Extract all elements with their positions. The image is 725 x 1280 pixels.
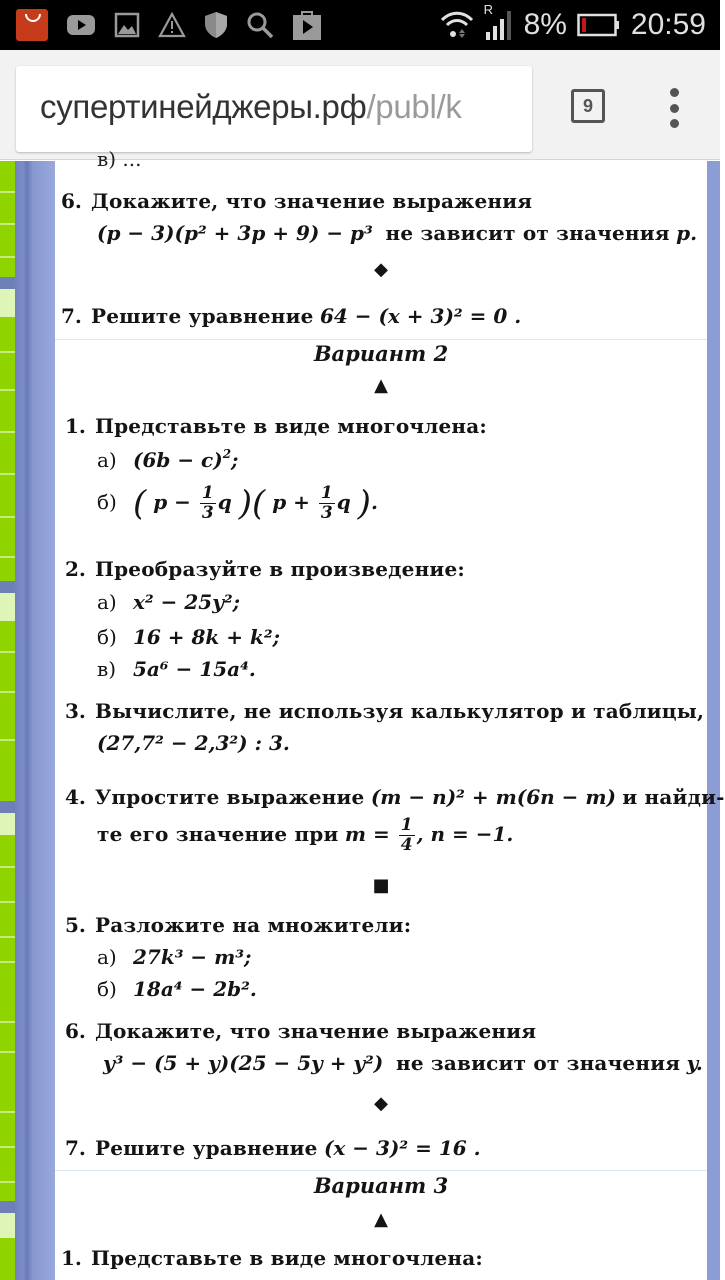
question-6: 6. Докажите, что значение выражения: [61, 189, 533, 213]
triangle-marker: ▲: [374, 375, 388, 396]
square-marker: ■: [372, 875, 390, 896]
variant-3-title: Вариант 3: [313, 1173, 449, 1198]
browser-toolbar: [0, 50, 720, 160]
warning-icon: [158, 12, 186, 38]
document-content: [55, 147, 725, 1280]
question-7: 7. Решите уравнение 64 − (x + 3)² = 0 .: [61, 304, 522, 328]
shield-icon: [204, 11, 228, 39]
menu-dot-icon: [670, 104, 679, 113]
url-path: /publ/k: [366, 88, 462, 125]
question-2: 2. Преобразуйте в произведение:: [65, 557, 465, 581]
variant-2-title: Вариант 2: [313, 341, 449, 366]
cut-off-line: в) ...: [97, 147, 142, 171]
tab-count: 9: [582, 95, 593, 116]
status-bar: [0, 0, 720, 50]
roaming-label: R: [483, 2, 493, 17]
url-bar[interactable]: [16, 66, 532, 152]
triangle-marker: ▲: [374, 1209, 388, 1230]
question-4: 4. Упростите выражение (m − n)² + m(6n − m) и найди-: [65, 785, 725, 809]
cell-signal-icon: [483, 2, 514, 42]
clock: 20:59: [630, 8, 706, 41]
wifi-icon: [440, 10, 474, 40]
question-3: 3. Вычислите, не используя калькулятор и таблицы,: [65, 699, 705, 723]
question-5-b: б) 18a⁴ − 2b².: [97, 977, 257, 1001]
overflow-menu-button[interactable]: [664, 88, 684, 128]
battery-percent: 8%: [523, 8, 567, 41]
question-6-v2: 6. Докажите, что значение выражения: [65, 1019, 537, 1043]
question-5-a: а) 27k³ − m³;: [97, 945, 252, 969]
right-border-decoration: [707, 161, 720, 1280]
question-5: 5. Разложите на множители:: [65, 913, 412, 937]
url-host: супертинейджеры.рф: [40, 88, 367, 125]
system-indicators: [440, 2, 706, 42]
divider: [55, 1170, 707, 1171]
url-text[interactable]: [40, 88, 462, 126]
question-3-expression: (27,7² − 2,3²) : 3.: [97, 731, 290, 755]
left-border-decoration: [15, 161, 55, 1280]
question-1: 1. Представьте в виде многочлена:: [65, 414, 488, 438]
play-store-icon: [292, 9, 322, 41]
question-7-v2: 7. Решите уравнение (x − 3)² = 16 .: [65, 1136, 481, 1160]
gallery-icon: [114, 12, 140, 38]
question-1-a: а) $(6b - c)^2$;: [97, 447, 239, 472]
search-icon: [246, 11, 274, 39]
question-4-line-2: те его значение при m = $\frac{1}{4}$ , n = −1.: [97, 815, 514, 855]
web-page[interactable]: [0, 147, 725, 1280]
question-2-b: б) 16 + 8k + k²;: [97, 625, 280, 649]
site-sidebar-menu[interactable]: [0, 161, 15, 1280]
aliexpress-icon: [16, 9, 48, 41]
menu-dot-icon: [670, 119, 679, 128]
question-1-b: б) ( p − $\frac{1}{3}$ q )( p + $\frac{1}{3}$ q ).: [97, 482, 378, 523]
battery-icon: [577, 13, 621, 37]
question-1-v3: 1. Представьте в виде многочлена:: [61, 1246, 484, 1270]
question-6-expression: (p − 3)(p² + 3p + 9) − p³ не зависит от значения p.: [97, 221, 698, 245]
diamond-marker: ◆: [374, 259, 388, 280]
question-2-a: а) x² − 25y²;: [97, 590, 240, 614]
divider: [55, 339, 707, 340]
tab-switcher-button[interactable]: [571, 89, 605, 123]
question-6-v2-expression: y³ − (5 + y)(25 − 5y + y²) не зависит от значения y.: [103, 1051, 703, 1075]
diamond-marker: ◆: [374, 1093, 388, 1114]
question-2-c: в) 5a⁶ − 15a⁴.: [97, 657, 256, 681]
youtube-icon: [66, 13, 96, 37]
menu-dot-icon: [670, 88, 679, 97]
notification-icons: [16, 10, 322, 40]
